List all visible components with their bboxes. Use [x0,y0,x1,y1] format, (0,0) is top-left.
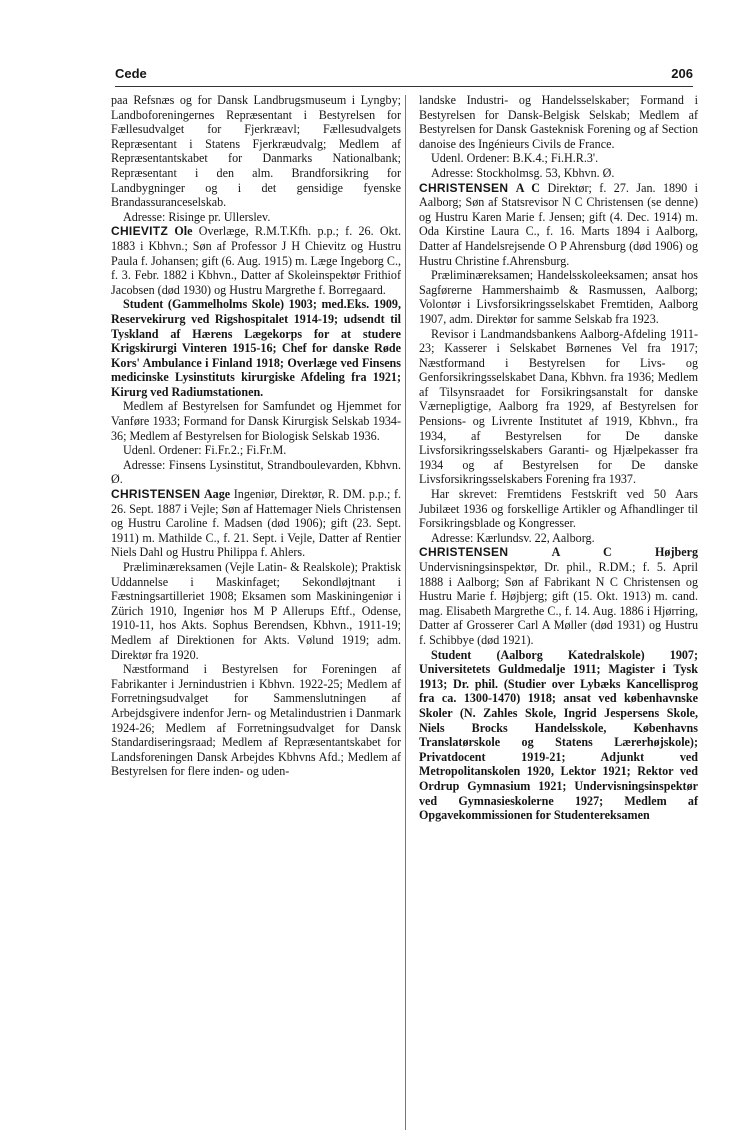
entry-address: Adresse: Kærlundsv. 22, Aalborg. [431,530,595,545]
running-head: Cede [115,66,147,81]
entry-christensen-aage [111,487,401,779]
entry-heading [111,487,401,560]
entry-heading [111,224,401,297]
entry-surname: CHIEVITZ [111,224,169,239]
entry-paragraph: Præliminæreksamen; Handelsskoleeksamen; ansat hos Sagførerne Hammershaimb & Rasmussen, Aalborg; Volontør i Livsforsikringsselskabet Fremtiden, Aalborg 1907, adm. Direktør for samme Selskab fra 1923. [419,268,698,326]
entry-orders: Udenl. Ordener: Fi.Fr.2.; Fi.Fr.M. [123,443,287,458]
entry-intro: Undervisningsinspektør, Dr. phil., R.DM.; f. 5. April 1888 i Aalborg; Søn af Fabrikant N C Christensen og Hustru Marie f. Højbjerg; gift (15. Okt. 1913) m. cand. mag. Elisabeth Margrethe C., f. 14. Aug. 1886 i Hjørring, Datter af Grosserer Carl A Møller (død 1931) og Hustru f. Schibbye (død 1921). [419,560,698,647]
entry-orders: Udenl. Ordener: B.K.4.; Fi.H.R.3'. [431,151,599,166]
continuation-paragraph: paa Refsnæs og for Dansk Landbrugsmuseum i Lyngby; Landboforeningernes Repræsentant i Bestyrelsen for Fællesudvalget for Fjerkræavl; Fællesudvalgets Repræsentant i Statens Fjerkræudvalg; Medlem af Repræsentantskabet for Danmarks Nationalbank; Repræsentant i den alm. Brandforsikring for Landbygninger og i det gensidige fyenske Brandassuranceselskab. [111,93,401,210]
continuation-paragraph: landske Industri- og Handelsselskaber; Formand i Bestyrelsen for Dansk-Belgisk Selskab; Medlem af Bestyrelsen for Dansk Gasteknisk Forening og af Section danoise des Ingénieurs Civils de France. [419,93,698,151]
entry-heading [419,181,698,269]
address-line: Adresse: Risinge pr. Ullerslev. [123,209,271,224]
address-line: Adresse: Stockholmsg. 53, Kbhvn. Ø. [431,165,615,180]
entry-paragraph: Præliminæreksamen (Vejle Latin- & Realskole); Praktisk Uddannelse i Maskinfaget; Sekondløjtnant i Fæstningsartilleriet 1908; Eksamen som Maskiningeniør i Zürich 1910, Ingeniør hos M P Allerups Eftf., Odense, 1910-11, hos Akts. Sophus Berendsen, Kbhvn., 1911-19; Medlem af Direktionen for Akts. Vølund 1919; adm. Direktør fra 1920. [111,560,401,662]
column-divider [405,95,406,1130]
entry-chievitz [111,224,401,487]
entry-paragraph: Næstformand i Bestyrelsen for Foreningen af Fabrikanter i Jernindustrien i Kbhvn. 1922-25; Medlem af Forretningsudvalget for Sammenslutningen af Arbejdsgivere indenfor Jern- og Metalindustrien i Danmark 1924-26; Medlem af Forretningsudvalget for Dansk Standardiseringsraad; Medlem af Repræsentantskabet for Landsforeningen Dansk Arbejdes Kbhvns Afd.; Medlem af Bestyrelsen for flere inden- og uden- [111,662,401,779]
entry-intro: Ingeniør, Direktør, R. DM. p.p.; f. 26. Sept. 1887 i Vejle; Søn af Hattemager Niels Christensen og Hustru Caroline f. Madsen (død 1906); gift (23. Sept. 1911) m. Mathilde C., f. 21. Sept. i Vejle, Datter af Rentier Niels Dahl og Hustru Philippa f. Ahlers. [111,487,401,560]
entry-paragraph: Revisor i Landmandsbankens Aalborg-Afdeling 1911-23; Kasserer i Selskabet Børnenes Vel fra 1917; Næstformand i Bestyrelsen for Livs- og Genforsikringsselskabet Dana, Kbhvn. fra 1936; Medlem af Tilsynsraadet for Forsikringsanstalt for danske Værnepligtige, Aalborg fra 1929, af Bestyrelsen for Pensions- og Livrente Institutet af 1919, Kbhvn., fra 1934, af Bestyrelsen for De danske Livsforsikringsselskabers Garanti- og Hjælpekasser fra 1934 og af Bestyrelsen for De danske Livsforsikringsselskabers Forening fra 1937. [419,326,698,487]
entry-given-name: A C [515,180,541,195]
entry-intro: Overlæge, R.M.T.Kfh. p.p.; f. 26. Okt. 1883 i Kbhvn.; Søn af Professor J H Chievitz og Hustru Paula f. Johansen; gift (6. Aug. 1915) m. Læge Ingeborg C., f. 3. Febr. 1882 i Kbhvn., Datter af Skoleinspektør Frithiof Jacobsen (død 1930) og Hustru Margrethe f. Borregaard. [111,224,401,297]
entry-heading [419,545,698,647]
page-header [115,66,693,87]
entry-christensen-a-c-hojberg [419,545,698,822]
page-number: 206 [671,66,693,81]
entry-address: Adresse: Finsens Lysinstitut, Strandboulevarden, Kbhvn. Ø. [111,457,401,487]
entry-surname: CHRISTENSEN [419,545,509,560]
entry-surname: CHRISTENSEN [419,180,509,195]
entry-given-name: Ole [174,224,193,239]
entry-given-name: A C Højberg [551,545,698,560]
left-column [111,93,401,779]
entry-christensen-a-c [419,181,698,546]
entry-paragraph: Medlem af Bestyrelsen for Samfundet og Hjemmet for Vanføre 1933; Formand for Dansk Kirurgisk Selskab 1934-36; Medlem af Bestyrelsen for Biologisk Selskab 1936. [111,399,401,443]
entry-given-name: Aage [203,487,231,502]
entry-surname: CHRISTENSEN [111,487,201,502]
entry-paragraph: Student (Aalborg Katedralskole) 1907; Universitetets Guldmedalje 1911; Magister i Tysk 1913; Dr. phil. (Studier over Lybæks Kancellisprog fra ca. 1300-1470) 1918; ansat ved københavnske Skoler (N. Zahles Skole, Ingrid Jespersens Skole, Niels Brocks Handelsskole, Københavns Translatørskole og Statens Lærerhøjskole); Privatdocent 1919-21; Adjunkt ved Metropolitanskolen 1920, Lektor 1921; Rektor ved Ordrup Gymnasium 1921; Undervisningsinspektør ved Gymnasieskolerne 1927; Medlem af Opgavekommissionen for Studentereksamen [419,647,698,823]
entry-intro: Direktør; f. 27. Jan. 1890 i Aalborg; Søn af Statsrevisor N C Christensen (se denne) og Hustru Karen Marie f. Jensen; gift (4. Dec. 1914) m. Oda Kirstine Laura C., f. 16. Marts 1894 i Aalborg, Datter af Handelsrejsende O P Ahrensburg (død 1906) og Hustru Christine f.Ahrensburg. [419,180,698,268]
entry-paragraph: Student (Gammelholms Skole) 1903; med.Eks. 1909, Reservekirurg ved Rigshospitalet 1914-19; udsendt til Tyskland af Hærens Lægekorps for at studere Krigskirurgi Vinteren 1915-16; Chef for danske Røde Kors' Ambulance i Finland 1918; Overlæge ved Finsens medicinske Lysinstituts kirurgiske Afdeling fra 1921; Kirurg ved Radiumstationen. [111,297,401,399]
entry-paragraph: Har skrevet: Fremtidens Festskrift ved 50 Aars Jubilæet 1936 og forskellige Artikler og Afhandlinger til Forsikringsblade og Kongresser. [419,487,698,531]
right-column [419,93,698,823]
